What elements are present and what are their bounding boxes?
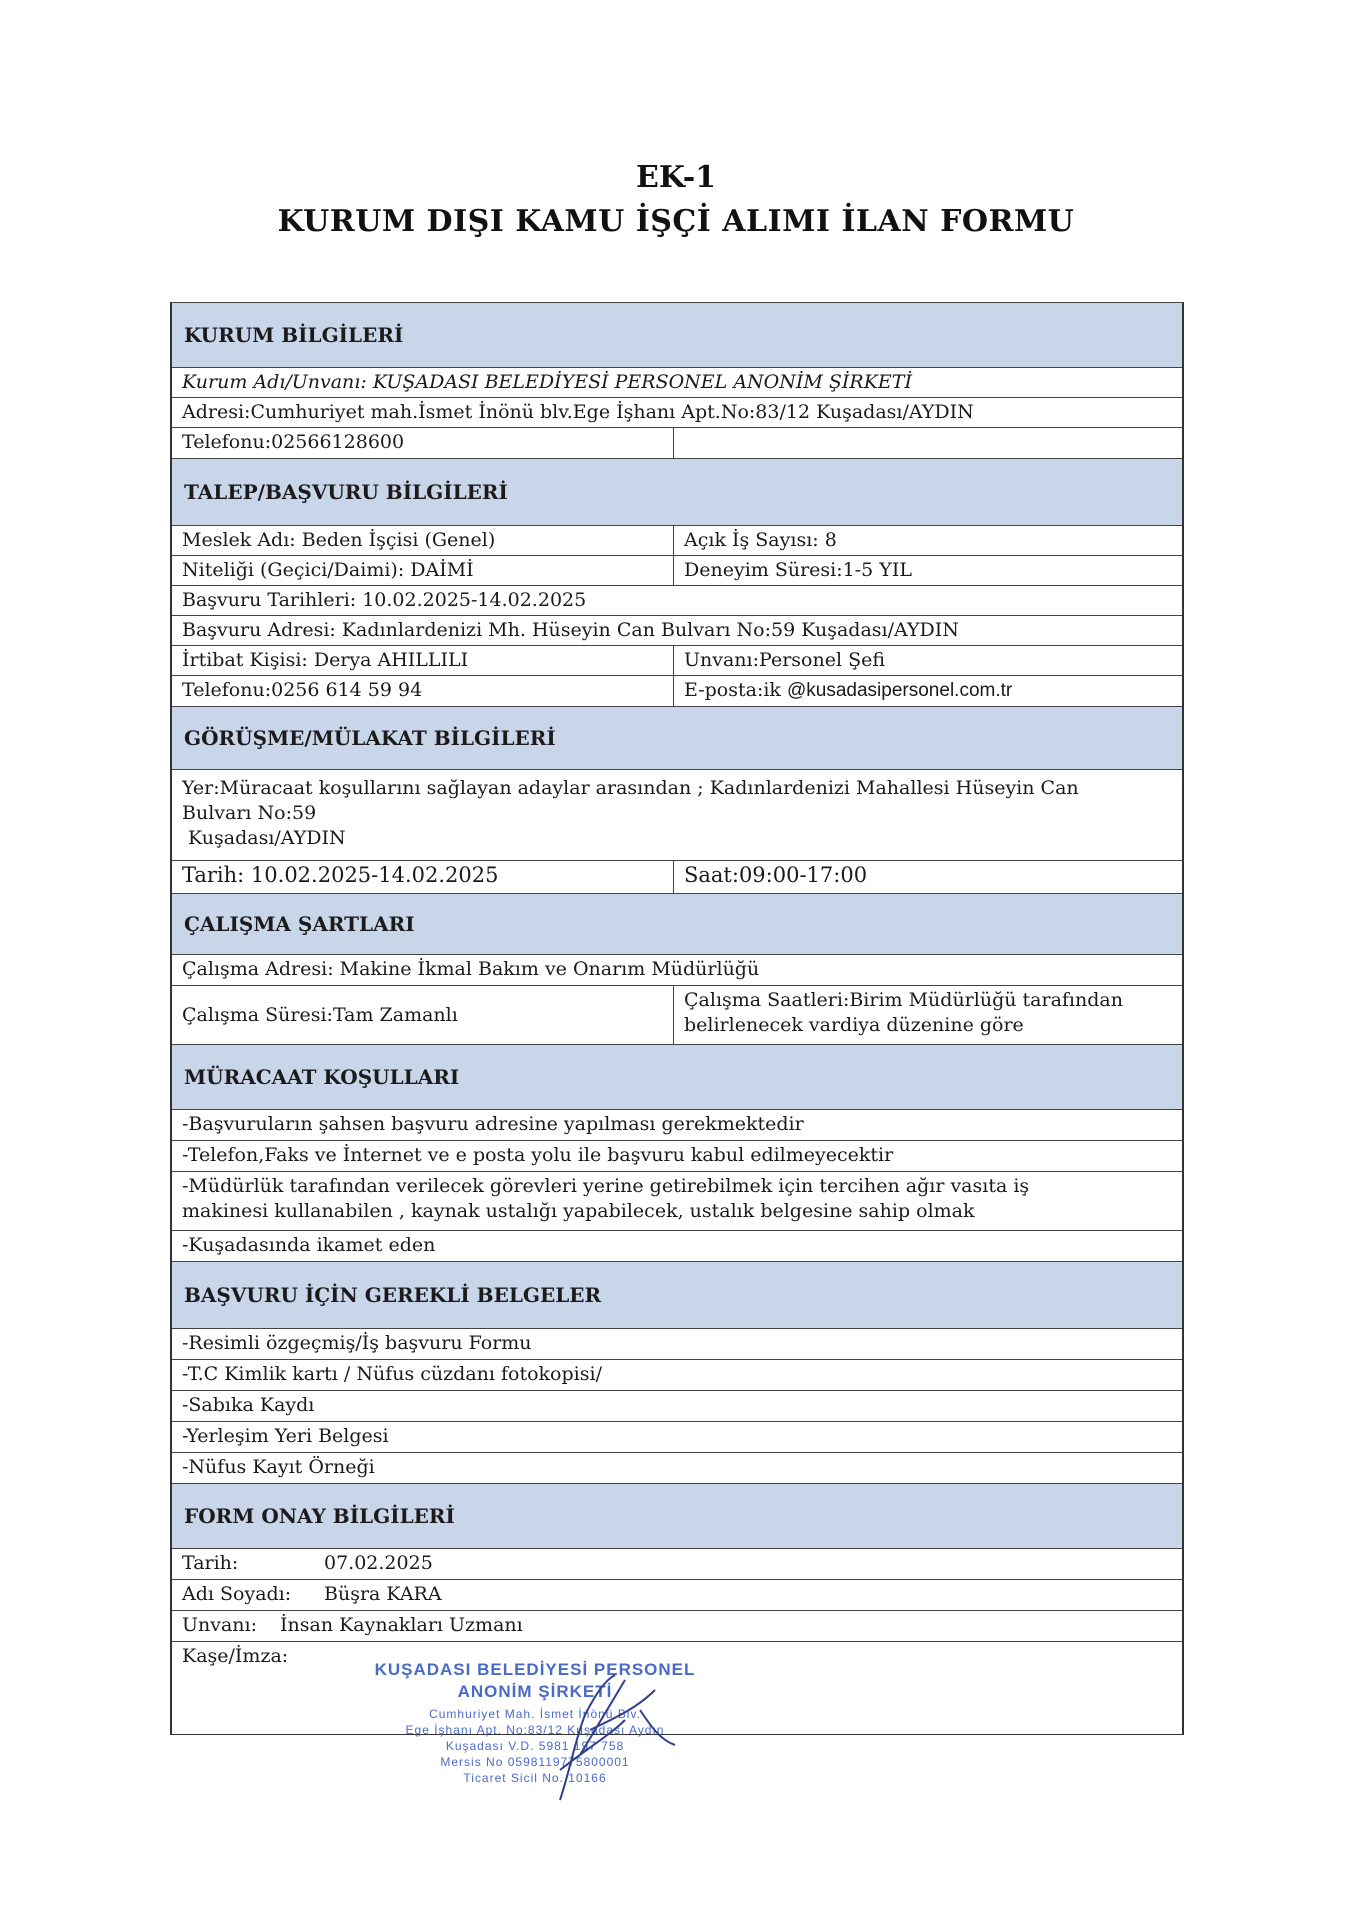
- onay-ad-label: Adı Soyadı:: [182, 1583, 292, 1605]
- meslek-adi: Meslek Adı: Beden İşçisi (Genel): [172, 526, 674, 555]
- form-title: KURUM DIŞI KAMU İŞÇİ ALIMI İLAN FORMU: [277, 204, 1075, 239]
- section-belgeler: BAŞVURU İÇİN GEREKLİ BELGELER: [172, 1261, 1182, 1329]
- stamp-line6: Mersis No 0598119775800001: [440, 1755, 630, 1769]
- signature: [410, 1660, 730, 1810]
- onay-unvan-value: İnsan Kaynakları Uzmanı: [280, 1614, 523, 1636]
- basvuru-tarihleri: Başvuru Tarihleri: 10.02.2025-14.02.2025: [182, 589, 587, 611]
- section-gorusme: GÖRÜŞME/MÜLAKAT BİLGİLERİ: [172, 706, 1182, 770]
- muracaat-item: -Kuşadasında ikamet eden: [182, 1234, 436, 1256]
- section-kurum: KURUM BİLGİLERİ: [172, 302, 1182, 368]
- gorusme-yer-line3: Kuşadası/AYDIN: [188, 827, 346, 849]
- calisma-saatleri: [674, 986, 1182, 1044]
- gorusme-yer: [172, 770, 1182, 860]
- section-calisma: ÇALIŞMA ŞARTLARI: [172, 893, 1182, 955]
- muracaat-item-line1: -Müdürlük tarafından verilecek görevleri yerine getirebilmek için tercihen ağır vasıta iş: [182, 1175, 1030, 1197]
- onay-ad-soyad: [172, 1580, 1182, 1610]
- belge-item: -Resimli özgeçmiş/İş başvuru Formu: [182, 1332, 532, 1354]
- stamp-line5: Kuşadası V.D. 5981 197 758: [445, 1739, 625, 1753]
- calisma-saatleri-line1: Çalışma Saatleri:Birim Müdürlüğü tarafından: [684, 989, 1123, 1011]
- acik-is-sayisi: Açık İş Sayısı: 8: [684, 529, 837, 551]
- gorusme-saat: Saat:09:00-17:00: [684, 863, 868, 887]
- ilan-form: [170, 302, 1184, 1735]
- belge-item: -T.C Kimlik kartı / Nüfus cüzdanı fotokopisi/: [182, 1363, 602, 1385]
- gorusme-tarih: Tarih: 10.02.2025-14.02.2025: [172, 861, 674, 893]
- irtibat-eposta: [674, 676, 1182, 706]
- gorusme-yer-line1: Yer:Müracaat koşullarını sağlayan adaylar arasından ; Kadınlardenizi Mahallesi Hüseyin Can: [182, 777, 1079, 799]
- stamp-line3: Cumhuriyet Mah. İsmet İnönü Blv.: [429, 1707, 641, 1721]
- onay-unvan-label: Unvanı:: [182, 1614, 258, 1636]
- kurum-adi: Kurum Adı/Unvanı: KUŞADASI BELEDİYESİ PERSONEL ANONİM ŞİRKETİ: [182, 371, 912, 393]
- onay-kase-imza: Kaşe/İmza:: [182, 1645, 289, 1667]
- belge-item: -Yerleşim Yeri Belgesi: [182, 1425, 389, 1447]
- stamp-line7: Ticaret Sicil No. 10166: [463, 1771, 607, 1785]
- calisma-saatleri-line2: belirlenecek vardiya düzenine göre: [684, 1014, 1024, 1036]
- muracaat-item: -Başvuruların şahsen başvuru adresine yapılması gerekmektedir: [182, 1113, 804, 1135]
- calisma-suresi: Çalışma Süresi:Tam Zamanlı: [172, 986, 674, 1044]
- muracaat-item: -Telefon,Faks ve İnternet ve e posta yolu ile başvuru kabul edilmeyecektir: [182, 1144, 894, 1166]
- irtibat-kisisi: İrtibat Kişisi: Derya AHILLILI: [172, 646, 674, 675]
- section-muracaat: MÜRACAAT KOŞULLARI: [172, 1044, 1182, 1110]
- eposta-domain: @kusadasipersonel.com.tr: [787, 680, 1013, 701]
- muracaat-item: [172, 1172, 1182, 1230]
- gorusme-yer-line2: Bulvarı No:59: [182, 802, 317, 824]
- onay-ad-value: Büşra KARA: [324, 1583, 442, 1605]
- irtibat-telefon: Telefonu:0256 614 59 94: [172, 676, 674, 706]
- section-talep: TALEP/BAŞVURU BİLGİLERİ: [172, 458, 1182, 526]
- kurum-adres: Adresi:Cumhuriyet mah.İsmet İnönü blv.Ege İşhanı Apt.No:83/12 Kuşadası/AYDIN: [182, 401, 974, 423]
- calisma-adresi: Çalışma Adresi: Makine İkmal Bakım ve Onarım Müdürlüğü: [182, 958, 760, 980]
- stamp-line1: KUŞADASI BELEDİYESİ PERSONEL: [374, 1660, 696, 1679]
- onay-tarih-value: 07.02.2025: [324, 1552, 433, 1574]
- stamp-line4: Ege İşhanı Apt. No:83/12 Kuşadası Aydın: [405, 1723, 665, 1737]
- deneyim-suresi: Deneyim Süresi:1-5 YIL: [684, 559, 912, 581]
- eposta-label: E-posta:ik: [684, 679, 787, 701]
- onay-tarih: [172, 1549, 1182, 1579]
- onay-tarih-label: Tarih:: [182, 1552, 239, 1574]
- niteligi: Niteliği (Geçici/Daimi): DAİMİ: [172, 556, 674, 585]
- stamp-line2: ANONİM ŞİRKETİ: [457, 1682, 613, 1701]
- irtibat-unvan: Unvanı:Personel Şefi: [684, 649, 886, 671]
- onay-unvan: [172, 1611, 1182, 1641]
- kurum-telefon: Telefonu:02566128600: [172, 428, 674, 458]
- form-code: EK-1: [635, 160, 717, 195]
- belge-item: -Sabıka Kaydı: [182, 1394, 315, 1416]
- section-onay: FORM ONAY BİLGİLERİ: [172, 1483, 1182, 1549]
- belge-item: -Nüfus Kayıt Örneği: [182, 1456, 375, 1478]
- basvuru-adresi: Başvuru Adresi: Kadınlardenizi Mh. Hüseyin Can Bulvarı No:59 Kuşadası/AYDIN: [182, 619, 959, 641]
- muracaat-item-line2: makinesi kullanabilen , kaynak ustalığı yapabilecek, ustalık belgesine sahip olmak: [182, 1200, 975, 1222]
